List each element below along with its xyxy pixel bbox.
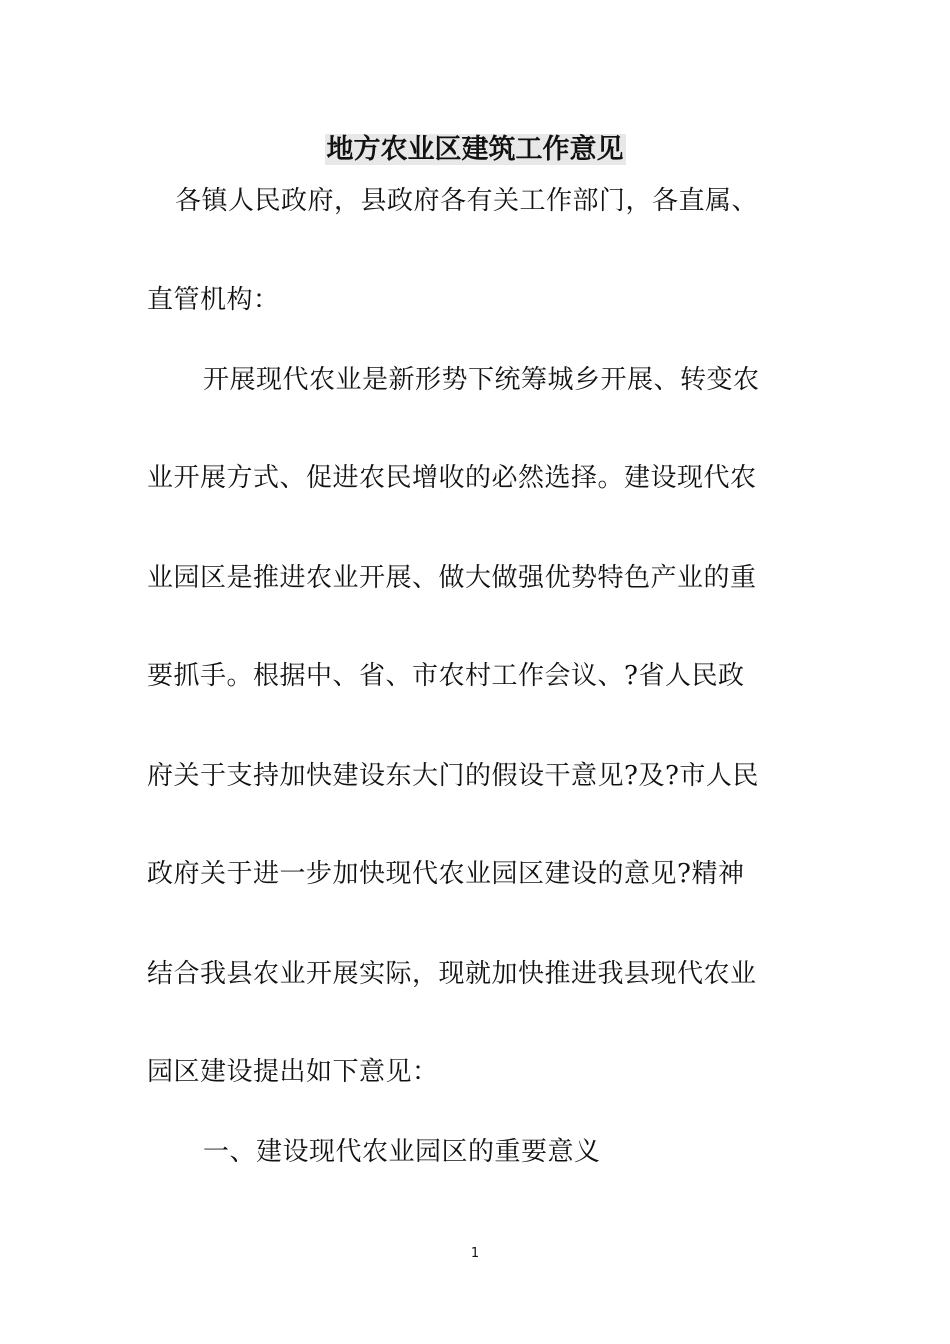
paragraph-line: 直管机构： <box>147 285 280 315</box>
paragraph-line: 业开展方式、促进农民增收的必然选择。建设现代农 <box>147 463 757 493</box>
paragraph-line: 园区建设提出如下意见： <box>147 1057 439 1087</box>
paragraph-line: 府关于支持加快建设东大门的假设干意见?及?市人民 <box>147 761 759 791</box>
paragraph-line: 业园区是推进农业开展、做大做强优势特色产业的重 <box>147 563 757 593</box>
document-title: 地方农业区建筑工作意见 <box>326 134 624 165</box>
paragraph-line: 政府关于进一步加快现代农业园区建设的意见?精神 <box>147 859 745 889</box>
section-heading: 一、建设现代农业园区的重要意义 <box>203 1137 601 1167</box>
paragraph-line: 结合我县农业开展实际，现就加快推进我县现代农业 <box>147 959 757 989</box>
paragraph-line: 要抓手。根据中、省、市农村工作会议、?省人民政 <box>147 661 745 691</box>
paragraph-line: 各镇人民政府，县政府各有关工作部门，各直属、 <box>175 186 759 216</box>
page-number: 1 <box>470 1246 480 1261</box>
paragraph-line: 开展现代农业是新形势下统筹城乡开展、转变农 <box>203 365 760 395</box>
